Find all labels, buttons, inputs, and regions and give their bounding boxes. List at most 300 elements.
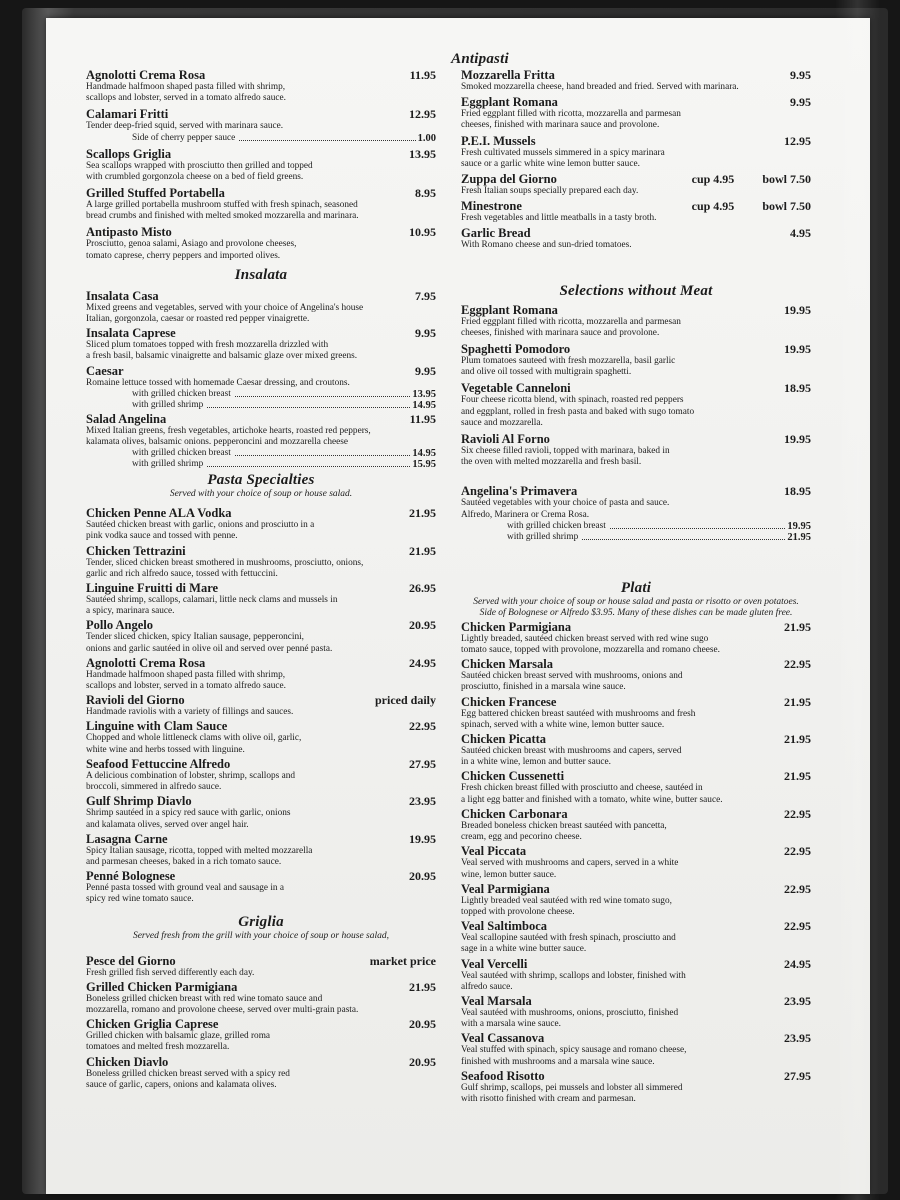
menu-item <box>86 757 436 793</box>
menu-item-description: Handmade halfmoon shaped pasta filled with shrimp, <box>86 669 286 680</box>
menu-item-description: With Romano cheese and sun-dried tomatoes. <box>461 240 632 251</box>
menu-item <box>461 303 811 339</box>
menu-item-header <box>86 980 436 994</box>
menu-item-description: tomatoes and melted fresh mozzarella. <box>86 1042 230 1053</box>
menu-item <box>86 544 436 580</box>
menu-item-description: wine, lemon butter sauce. <box>461 869 557 880</box>
menu-item-description: with crumbled gorgonzola cheese on a bed of field greens. <box>86 171 304 182</box>
menu-item <box>461 732 811 768</box>
menu-item-description: Plum tomatoes sauteed with fresh mozzarella, basil garlic <box>461 356 676 367</box>
menu-item-description: sauce and mozzarella. <box>461 417 543 428</box>
option-leader-dots <box>207 400 410 408</box>
menu-item-price: 11.95 <box>409 411 436 426</box>
option-price: 15.95 <box>412 459 436 471</box>
menu-item <box>86 656 436 692</box>
option-leader-dots <box>239 133 415 141</box>
menu-item-name: Chicken Francese <box>461 694 557 709</box>
menu-item-header <box>461 484 811 498</box>
menu-item <box>461 484 811 542</box>
menu-item <box>86 364 436 411</box>
menu-item-description: a spicy, marinara sauce. <box>86 606 175 617</box>
menu-item <box>86 289 436 325</box>
menu-item-name: Seafood Fettuccine Alfredo <box>86 756 231 771</box>
menu-item-header <box>86 581 436 595</box>
menu-item-description: with a marsala wine sauce. <box>461 1019 561 1030</box>
option-price: 13.95 <box>412 388 436 400</box>
menu-item <box>461 957 811 993</box>
menu-item-name: Veal Parmigiana <box>461 881 550 896</box>
menu-item <box>461 134 811 170</box>
menu-item-name: Calamari Fritti <box>86 107 169 122</box>
menu-item-sizes <box>692 199 811 213</box>
menu-item-description: A delicious combination of lobster, shrimp, scallops and <box>86 770 296 781</box>
menu-item-description: Tender sliced chicken, spicy Italian sausage, pepperoncini, <box>86 632 304 643</box>
menu-item-description: Fried eggplant filled with ricotta, mozzarella and parmesan <box>461 109 681 120</box>
menu-item-price: 21.95 <box>784 694 811 709</box>
menu-item-description: Grilled chicken with balsamic glaze, grilled roma <box>86 1031 271 1042</box>
menu-item-name: Vegetable Canneloni <box>461 381 571 396</box>
menu-item-name: Insalata Casa <box>86 288 159 303</box>
menu-item-header <box>86 954 436 968</box>
menu-item-option <box>86 400 436 411</box>
menu-item-name: Chicken Cussenetti <box>461 769 565 784</box>
menu-item-description: Sautéed chicken breast with mushrooms and capers, served <box>461 746 682 757</box>
menu-item-description: Fresh Italian soups specially prepared each day. <box>461 186 639 197</box>
menu-item-description: Veal sautéed with mushrooms, onions, prosciutto, finished <box>461 1007 679 1018</box>
plati-title: Plati <box>620 579 652 596</box>
menu-item <box>86 107 436 143</box>
menu-item-price: 21.95 <box>409 506 436 521</box>
menu-item-header <box>86 364 436 378</box>
menu-item-header <box>461 432 811 446</box>
bowl-price: bowl 7.50 <box>762 199 811 214</box>
option-label: with grilled chicken breast <box>132 388 231 399</box>
menu-item-description: white wine and herbs tossed with linguine. <box>86 744 245 755</box>
menu-item-header <box>461 844 811 858</box>
antipasti-heading-wrap <box>420 50 540 68</box>
menu-item-name: Antipasto Misto <box>86 225 172 240</box>
menu-item-description: alfredo sauce. <box>461 981 513 992</box>
menu-item-description: in a white wine, lemon and butter sauce. <box>461 757 611 768</box>
menu-item-description: Sautéed chicken breast with garlic, onions and prosciutto in a <box>86 520 315 531</box>
menu-item-description: Sliced plum tomatoes topped with fresh mozzarella drizzled with <box>86 340 329 351</box>
menu-item-description: and eggplant, rolled in fresh pasta and baked with sugo tomato <box>461 406 695 417</box>
menu-item-header <box>86 506 436 520</box>
insalata-title: Insalata <box>234 266 288 283</box>
menu-item-price: 18.95 <box>784 484 811 499</box>
menu-item-price: 9.95 <box>790 95 811 110</box>
menu-item-name: Gulf Shrimp Diavlo <box>86 794 192 809</box>
menu-item <box>86 506 436 542</box>
option-price: 1.00 <box>417 132 436 144</box>
menu-item <box>86 147 436 183</box>
menu-item-name: Mozzarella Fritta <box>461 68 555 82</box>
menu-item-price: 23.95 <box>784 1031 811 1046</box>
menu-item-description: and kalamata olives, served over angel hair. <box>86 819 249 830</box>
option-leader-dots <box>235 448 411 456</box>
menu-item-header <box>86 289 436 303</box>
menu-item-header <box>461 957 811 971</box>
menu-item-description: spinach, served with a white wine, lemon butter sauce. <box>461 719 665 730</box>
option-label: with grilled chicken breast <box>132 448 231 459</box>
menu-item <box>461 172 811 197</box>
menu-item-description: cheeses, finished with marinara sauce and provolone. <box>461 327 660 338</box>
menu-item-name: Linguine with Clam Sauce <box>86 719 228 734</box>
menu-item <box>461 199 811 224</box>
menu-item-description: Sautéed chicken breast served with mushrooms, onions and <box>461 671 683 682</box>
menu-item-description: scallops and lobster, served in a tomato alfredo sauce. <box>86 93 286 104</box>
menu-item-header <box>86 225 436 239</box>
menu-item <box>461 95 811 131</box>
menu-item-name: Seafood Risotto <box>461 1068 545 1083</box>
antipasti-title: Antipasti <box>451 51 509 67</box>
option-leader-dots <box>610 521 786 529</box>
menu-item-description: Veal served with mushrooms and capers, served in a white <box>461 858 679 869</box>
menu-item <box>461 657 811 693</box>
menu-item-header <box>461 994 811 1008</box>
menu-item-price: 21.95 <box>784 769 811 784</box>
menu-item-header <box>461 882 811 896</box>
pasta-list <box>86 506 436 905</box>
menu-item-price: 8.95 <box>415 186 436 201</box>
pasta-subtitle: Served with your choice of soup or house salad. <box>169 489 353 500</box>
menu-item-description: topped with provolone cheese. <box>461 906 575 917</box>
bowl-price: bowl 7.50 <box>762 172 811 187</box>
menu-item-option <box>461 521 811 532</box>
menu-item-price: 20.95 <box>409 1054 436 1069</box>
menu-item-header <box>461 919 811 933</box>
menu-item-header <box>86 544 436 558</box>
menu-item-price: 9.95 <box>790 68 811 82</box>
menu-item-name: Veal Marsala <box>461 993 532 1008</box>
menu-item-price: 21.95 <box>784 619 811 634</box>
menu-item-description: Veal scallopine sautéed with fresh spinach, prosciutto and <box>461 933 676 944</box>
menu-item-name: Chicken Carbonara <box>461 806 568 821</box>
menu-item-header <box>86 757 436 771</box>
menu-item-description: mozzarella, romano and provolone cheese, served over multi-grain pasta. <box>86 1004 359 1015</box>
menu-item-price: 20.95 <box>409 1017 436 1032</box>
option-label: Side of cherry pepper sauce <box>132 132 236 143</box>
menu-item-description: Mixed Italian greens, fresh vegetables, artichoke hearts, roasted red peppers, <box>86 425 371 436</box>
menu-item-option <box>86 389 436 400</box>
menu-item-description: Sea scallops wrapped with prosciutto then grilled and topped <box>86 160 313 171</box>
antipasti-left-list <box>86 68 436 262</box>
menu-item-description: Four cheese ricotta blend, with spinach, roasted red peppers <box>461 395 684 406</box>
menu-item <box>86 618 436 654</box>
menu-item-description: Lightly breaded veal sautéed with red wine tomato sugo, <box>461 895 672 906</box>
menu-item <box>461 994 811 1030</box>
menu-item-description: spicy red wine tomato sauce. <box>86 894 194 905</box>
menu-item-header <box>86 1055 436 1069</box>
menu-item-name: P.E.I. Mussels <box>461 133 536 148</box>
menu-item-name: Agnolotti Crema Rosa <box>86 68 206 82</box>
menu-item <box>86 326 436 362</box>
menu-item <box>461 620 811 656</box>
menu-item-name: Lasagna Carne <box>86 831 168 846</box>
menu-item-name: Ravioli del Giorno <box>86 693 185 708</box>
menu-item-description: and parmesan cheeses, baked in a rich tomato sauce. <box>86 856 282 867</box>
menu-item-price: 11.95 <box>409 68 436 82</box>
menu-item-description: Boneless grilled chicken breast with red wine tomato sauce and <box>86 993 323 1004</box>
menu-item-header <box>461 199 811 213</box>
menu-item-description: the oven with melted mozzarella and fresh basil. <box>461 457 642 468</box>
menu-item-description: finished with mushrooms and a marsala wine sauce. <box>461 1056 655 1067</box>
menu-item <box>461 1069 811 1105</box>
menu-item <box>86 1055 436 1091</box>
menu-item-description: Italian, gorgonzola, caesar or roasted red pepper vinaigrette. <box>86 314 310 325</box>
menu-item-price: 26.95 <box>409 581 436 596</box>
menu-item-price: 24.95 <box>784 956 811 971</box>
menu-item <box>86 980 436 1016</box>
menu-item-price: 22.95 <box>784 806 811 821</box>
menu-item-description: Boneless grilled chicken breast served with a spicy red <box>86 1068 290 1079</box>
menu-item-description: Six cheese filled ravioli, topped with marinara, baked in <box>461 446 670 457</box>
menu-item-description: Sautéed shrimp, scallops, calamari, little neck clams and mussels in <box>86 595 338 606</box>
menu-item-description: Egg battered chicken breast sautéed with mushrooms and fresh <box>461 708 696 719</box>
menu-item-header <box>86 832 436 846</box>
menu-item-name: Garlic Bread <box>461 226 531 241</box>
menu-item-header <box>86 186 436 200</box>
menu-item-description: a fresh basil, balsamic vinaigrette and balsamic glaze over mixed greens. <box>86 351 358 362</box>
menu-item-name: Ravioli Al Forno <box>461 432 550 447</box>
menu-item-price: 19.95 <box>409 831 436 846</box>
menu-item-price: 27.95 <box>409 756 436 771</box>
griglia-title: Griglia <box>238 913 284 930</box>
menu-item-price: 18.95 <box>784 381 811 396</box>
menu-item-name: Agnolotti Crema Rosa <box>86 655 206 670</box>
menu-item-price: market price <box>369 953 436 968</box>
menu-item-description: and olive oil tossed with multigrain spaghetti. <box>461 367 632 378</box>
menu-item-option <box>86 459 436 470</box>
menu-item-header <box>461 657 811 671</box>
menu-item-name: Minestrone <box>461 199 522 214</box>
menu-item-price: 23.95 <box>409 794 436 809</box>
menu-item-description: scallops and lobster, served in a tomato alfredo sauce. <box>86 681 286 692</box>
menu-item-description: Veal stuffed with spinach, spicy sausage and romano cheese, <box>461 1045 687 1056</box>
menu-item-header <box>86 1017 436 1031</box>
menu-item <box>86 869 436 905</box>
menu-item <box>86 581 436 617</box>
menu-item-price: 7.95 <box>415 288 436 303</box>
menu-item-option <box>461 532 811 543</box>
menu-item-description: Fresh vegetables and little meatballs in a tasty broth. <box>461 213 657 224</box>
menu-item-name: Chicken Parmigiana <box>461 619 572 634</box>
option-price: 14.95 <box>412 448 436 460</box>
menu-item-name: Veal Saltimboca <box>461 919 547 934</box>
menu-item-description: with risotto finished with cream and parmesan. <box>461 1093 636 1104</box>
menu-item-description: cream, egg and pecorino cheese. <box>461 832 582 843</box>
menu-item-price: 20.95 <box>409 869 436 884</box>
insalata-list <box>86 289 436 470</box>
menu-item-header <box>461 769 811 783</box>
menu-item-name: Chicken Penne ALA Vodka <box>86 506 232 521</box>
menu-item-price: 21.95 <box>409 543 436 558</box>
menu-item-header <box>86 656 436 670</box>
menu-item <box>86 693 436 718</box>
menu-item-description: Breaded boneless chicken breast sautéed with pancetta, <box>461 820 667 831</box>
menu-item-name: Linguine Fruitti di Mare <box>86 581 219 596</box>
menu-item-name: Chicken Marsala <box>461 657 554 672</box>
menu-item-description: Prosciutto, genoa salami, Asiago and provolone cheeses, <box>86 239 297 250</box>
menu-item <box>86 794 436 830</box>
menu-item-description: broccoli, simmered in alfredo sauce. <box>86 782 222 793</box>
pasta-title: Pasta Specialties <box>207 472 315 489</box>
menu-item-name: Veal Piccata <box>461 844 527 859</box>
menu-item-header <box>86 693 436 707</box>
menu-item-price: 22.95 <box>784 881 811 896</box>
menu-item-description: sauce of garlic, capers, onions and kalamata olives. <box>86 1079 277 1090</box>
menu-item-description: Lightly breaded, sautéed chicken breast served with red wine sugo <box>461 633 709 644</box>
menu-item-header <box>461 732 811 746</box>
plati-subtitle-line-2: Side of Bolognese or Alfredo $3.95. Many of these dishes can be made gluten free. <box>479 607 793 618</box>
menu-item-description: Alfredo, Marinera or Crema Rosa. <box>461 509 590 520</box>
menu-item-description: Fresh grilled fish served differently each day. <box>86 967 255 978</box>
menu-item-name: Scallops Griglia <box>86 146 172 161</box>
option-label: with grilled shrimp <box>507 531 579 542</box>
menu-item-name: Salad Angelina <box>86 411 167 426</box>
menu-item-name: Zuppa del Giorno <box>461 172 557 187</box>
menu-item-header <box>461 172 811 186</box>
menu-item-name: Pesce del Giorno <box>86 953 176 968</box>
menu-item <box>461 381 811 429</box>
menu-item-description: Fresh cultivated mussels simmered in a spicy marinara <box>461 147 665 158</box>
menu-item-header <box>86 869 436 883</box>
meatless-title: Selections without Meat <box>559 282 713 299</box>
menu-item-description: Romaine lettuce tossed with homemade Caesar dressing, and croutons. <box>86 377 350 388</box>
menu-item-description: Veal sautéed with shrimp, scallops and lobster, finished with <box>461 970 686 981</box>
menu-item-price: 13.95 <box>409 146 436 161</box>
menu-item <box>461 68 811 93</box>
menu-item <box>461 342 811 378</box>
option-price: 19.95 <box>787 520 811 532</box>
left-column <box>86 68 436 1091</box>
menu-item-name: Penné Bolognese <box>86 869 176 884</box>
menu-item-name: Angelina's Primavera <box>461 484 578 499</box>
menu-item-price: 23.95 <box>784 993 811 1008</box>
menu-item-option <box>86 448 436 459</box>
menu-item-description: Tender, sliced chicken breast smothered in mushrooms, prosciutto, onions, <box>86 557 364 568</box>
menu-item-header <box>86 412 436 426</box>
menu-item <box>86 954 436 979</box>
menu-item <box>461 432 811 468</box>
menu-item-price: 4.95 <box>790 226 811 241</box>
menu-item-price: 12.95 <box>409 107 436 122</box>
cup-price: cup 4.95 <box>691 172 735 187</box>
menu-item-header <box>461 134 811 148</box>
menu-item-description: Handmade halfmoon shaped pasta filled with shrimp, <box>86 82 286 92</box>
menu-item-description: Fresh chicken breast filled with prosciutto and cheese, sautéed in <box>461 783 703 794</box>
menu-item-price: 9.95 <box>415 326 436 341</box>
menu-item-header <box>461 807 811 821</box>
menu-item-price: 10.95 <box>409 225 436 240</box>
menu-item <box>461 919 811 955</box>
menu-item-description: Handmade raviolis with a variety of fillings and sauces. <box>86 707 294 718</box>
menu-item-price: 21.95 <box>409 979 436 994</box>
menu-item-description: tomato sauce, topped with provolone, mozzarella and romano cheese. <box>461 645 720 656</box>
option-leader-dots <box>207 459 410 467</box>
menu-item <box>86 412 436 470</box>
menu-item-header <box>461 95 811 109</box>
menu-item-header <box>86 107 436 121</box>
menu-item <box>86 1017 436 1053</box>
menu-item-description: tomato caprese, cherry peppers and imported olives. <box>86 250 281 261</box>
menu-item-description: sauce or a garlic white wine lemon butter sauce. <box>461 158 640 169</box>
menu-item-header <box>86 618 436 632</box>
menu-item-header <box>461 303 811 317</box>
sleeve-glare <box>835 0 880 1200</box>
menu-item-price: 19.95 <box>784 432 811 447</box>
menu-item-description: kalamata olives, balsamic onions. pepperoncini and mozzarella cheese <box>86 437 349 448</box>
griglia-subtitle: Served fresh from the grill with your choice of soup or house salad, <box>132 930 390 941</box>
menu-item-description: pink vodka sauce and tossed with penne. <box>86 531 238 542</box>
menu-item <box>461 844 811 880</box>
menu-item-header <box>461 381 811 395</box>
menu-item-sizes <box>692 172 811 186</box>
menu-item-description: Chopped and whole littleneck clams with olive oil, garlic, <box>86 733 302 744</box>
menu-item-description: Penné pasta tossed with ground veal and sausage in a <box>86 883 285 894</box>
menu-item-description: Smoked mozzarella cheese, hand breaded and fried. Served with marinara. <box>461 82 739 92</box>
menu-item-name: Insalata Caprese <box>86 326 176 341</box>
menu-item-description: Spicy Italian sausage, ricotta, topped with melted mozzarella <box>86 845 313 856</box>
menu-item-description: Shrimp sautéed in a spicy red sauce with garlic, onions <box>86 808 291 819</box>
menu-item-header <box>461 620 811 634</box>
option-label: with grilled chicken breast <box>507 520 606 531</box>
menu-item-price: 22.95 <box>409 719 436 734</box>
menu-item-name: Eggplant Romana <box>461 95 558 110</box>
menu-item-header <box>86 326 436 340</box>
antipasti-right-list <box>461 68 811 252</box>
menu-item <box>86 719 436 755</box>
menu-item <box>461 1031 811 1067</box>
meatless-list <box>461 303 811 543</box>
menu-item-name: Chicken Picatta <box>461 732 547 747</box>
menu-item <box>461 769 811 805</box>
menu-item-description: Sautéed vegetables with your choice of pasta and sauce. <box>461 498 670 509</box>
menu-item-description: cheeses, finished with marinara sauce and provolone. <box>461 120 660 131</box>
option-leader-dots <box>235 389 411 397</box>
menu-item-description: Tender deep-fried squid, served with marinara sauce. <box>86 121 284 132</box>
menu-item-option <box>86 133 436 144</box>
menu-item <box>86 832 436 868</box>
plati-list <box>461 620 811 1105</box>
menu-item-name: Chicken Tettrazini <box>86 543 186 558</box>
menu-item-header <box>461 226 811 240</box>
menu-item-description: prosciutto, finished in a marsala wine sauce. <box>461 682 626 693</box>
option-price: 21.95 <box>787 531 811 543</box>
menu-item-header <box>86 719 436 733</box>
option-price: 14.95 <box>412 399 436 411</box>
menu-item <box>86 225 436 261</box>
griglia-list <box>86 954 436 1091</box>
menu-item <box>86 68 436 104</box>
menu-item <box>86 186 436 222</box>
menu-item-name: Caesar <box>86 363 124 378</box>
plati-subtitle-line-1: Served with your choice of soup or house salad and pasta or risotto or oven potatoes. <box>473 596 799 607</box>
option-label: with grilled shrimp <box>132 399 204 410</box>
menu-item-price: 24.95 <box>409 655 436 670</box>
menu-item-header <box>461 1069 811 1083</box>
menu-item-header <box>461 342 811 356</box>
menu-item-header <box>86 794 436 808</box>
menu-item-price: 12.95 <box>784 133 811 148</box>
option-leader-dots <box>582 532 785 540</box>
menu-item-header <box>461 695 811 709</box>
menu-item-name: Chicken Diavlo <box>86 1054 169 1069</box>
menu-item-description: Gulf shrimp, scallops, pei mussels and lobster all simmered <box>461 1082 683 1093</box>
menu-item-price: priced daily <box>374 693 436 708</box>
menu-item-description: Fried eggplant filled with ricotta, mozzarella and parmesan <box>461 316 681 327</box>
menu-item-header <box>86 68 436 82</box>
